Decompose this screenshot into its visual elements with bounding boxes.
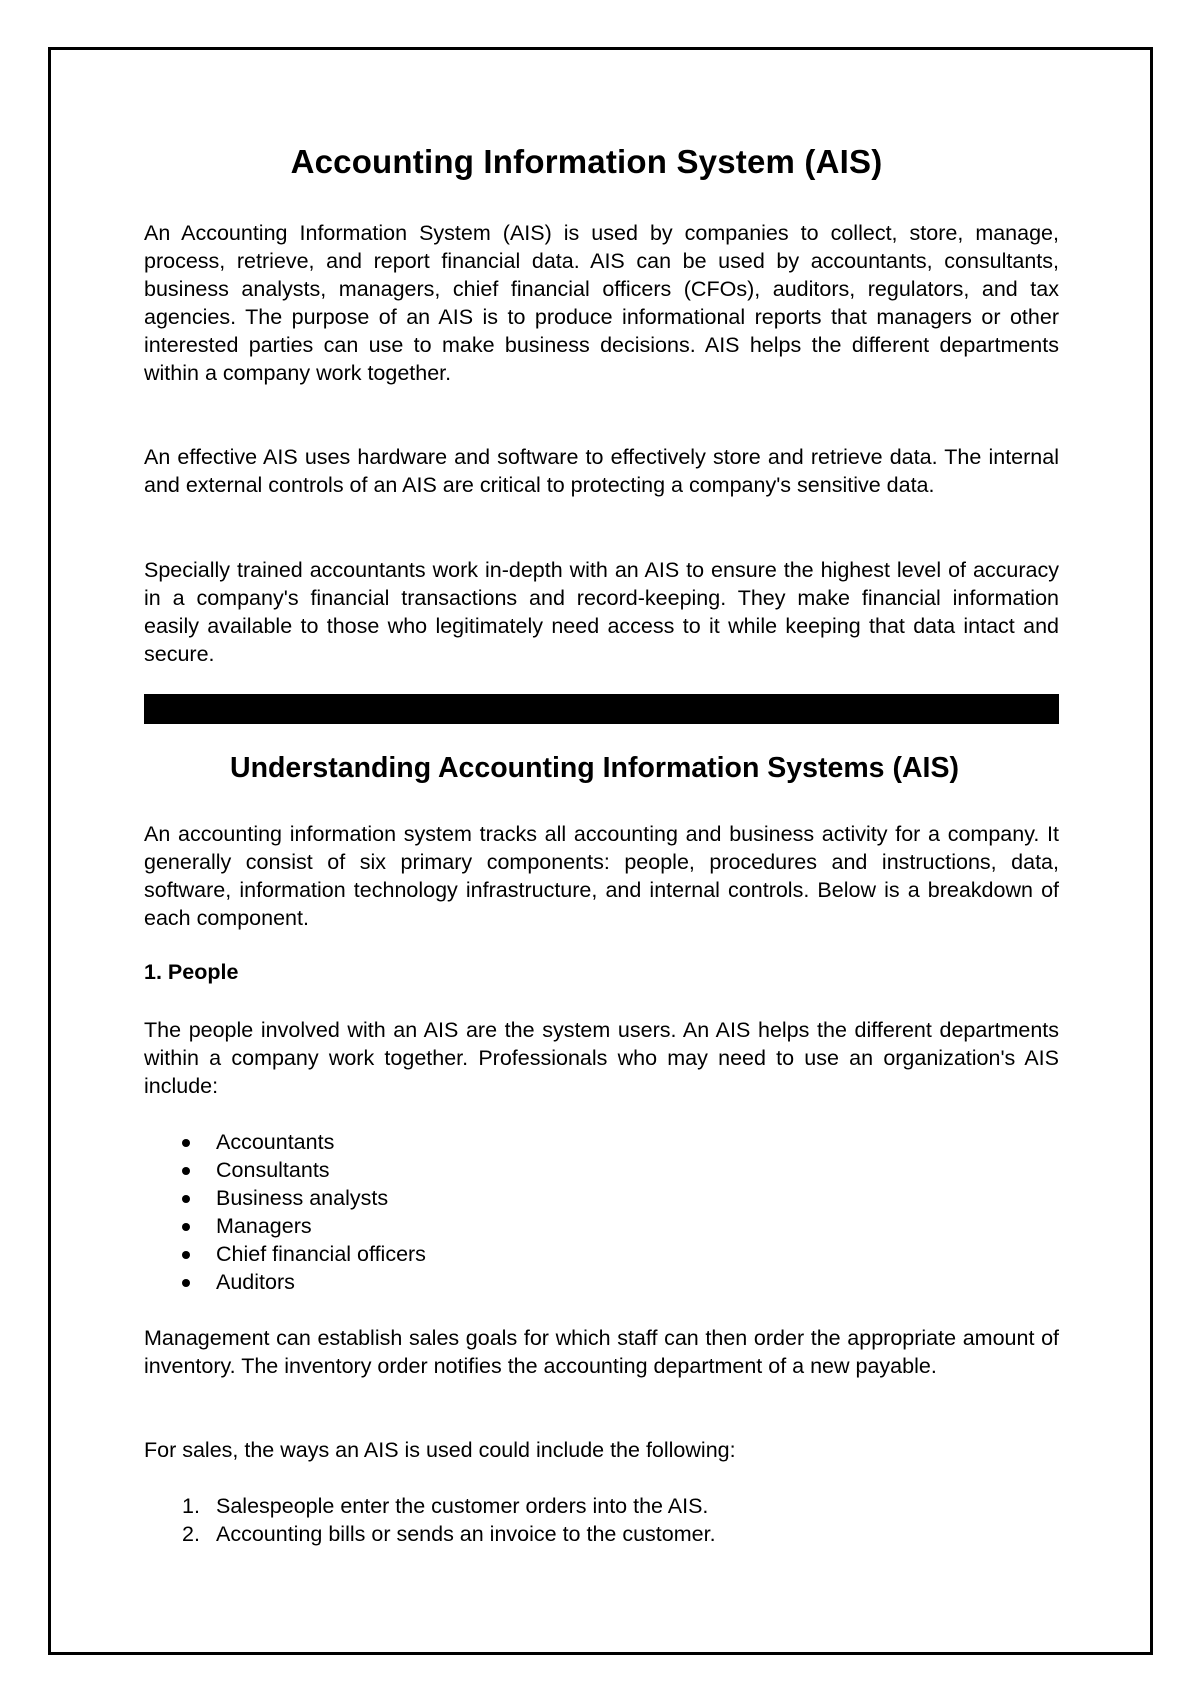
list-item-text: Auditors — [216, 1270, 295, 1294]
list-item-text: Consultants — [216, 1158, 330, 1182]
bullet-icon — [182, 1251, 190, 1259]
people-heading: 1. People — [144, 960, 239, 984]
list-item — [144, 1492, 1059, 1520]
list-item-text: Chief financial officers — [216, 1242, 426, 1266]
sales-intro-paragraph: For sales, the ways an AIS is used could include the following: — [144, 1438, 736, 1462]
people-paragraph: The people involved with an AIS are the system users. An AIS helps the different departments within a company work together. Professionals who may need to use an organization's AIS include: — [144, 1018, 1059, 1098]
bullet-icon — [182, 1139, 190, 1147]
intro-paragraph-2: An effective AIS uses hardware and software to effectively store and retrieve data. The internal and external controls of an AIS are critical to protecting a company's sensitive data. — [144, 445, 1059, 497]
intro-paragraph-1: An Accounting Information System (AIS) is used by companies to collect, store, manage, process, retrieve, and report financial data. AIS can be used by accountants, consultants, business analysts, managers, chief financial officers (CFOs), auditors, regulators, and tax agencies. The purpose of an AIS is to produce informational reports that managers or other interested parties can use to make business decisions. AIS helps the different departments within a company work together. — [144, 221, 1059, 385]
management-paragraph: Management can establish sales goals for which staff can then order the appropriate amount of inventory. The inventory order notifies the accounting department of a new payable. — [144, 1326, 1059, 1378]
section-divider-bar — [144, 694, 1059, 724]
section-intro-paragraph: An accounting information system tracks all accounting and business activity for a company. It generally consist of six primary components: people, procedures and instructions, data, software, information technology infrastructure, and internal controls. Below is a breakdown of each component. — [144, 822, 1059, 930]
list-item — [144, 1212, 1059, 1240]
list-number: 2. — [182, 1522, 200, 1546]
list-item — [144, 1520, 1059, 1548]
list-item-text: Accountants — [216, 1130, 335, 1154]
sales-steps-list — [144, 1492, 1059, 1548]
bullet-icon — [182, 1195, 190, 1203]
list-item — [144, 1156, 1059, 1184]
list-item-text: Accounting bills or sends an invoice to the customer. — [216, 1522, 716, 1546]
people-list — [144, 1128, 1059, 1296]
bullet-icon — [182, 1223, 190, 1231]
document-body — [144, 0, 1059, 1698]
intro-paragraph-3: Specially trained accountants work in-depth with an AIS to ensure the highest level of accuracy in a company's financial transactions and record-keeping. They make financial information easily available to those who legitimately need access to it while keeping that data intact and secure. — [144, 558, 1059, 666]
section-title: Understanding Accounting Information Systems (AIS) — [230, 752, 959, 784]
bullet-icon — [182, 1167, 190, 1175]
list-item — [144, 1268, 1059, 1296]
list-item — [144, 1184, 1059, 1212]
bullet-icon — [182, 1279, 190, 1287]
document-title: Accounting Information System (AIS) — [290, 143, 883, 180]
list-item-text: Managers — [216, 1214, 312, 1238]
list-number: 1. — [182, 1494, 200, 1518]
list-item-text: Salespeople enter the customer orders into the AIS. — [216, 1494, 709, 1518]
list-item — [144, 1240, 1059, 1268]
list-item-text: Business analysts — [216, 1186, 389, 1210]
list-item — [144, 1128, 1059, 1156]
